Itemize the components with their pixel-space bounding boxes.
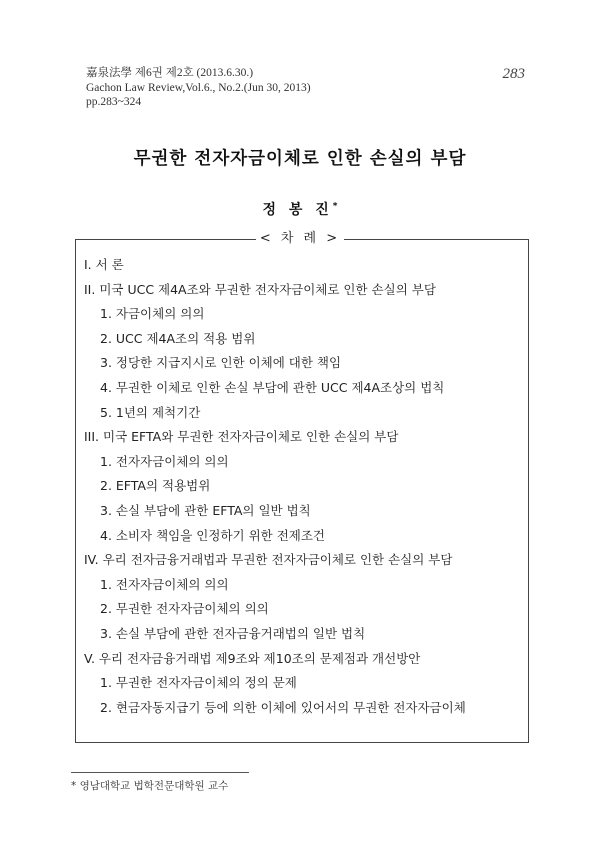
article-title: 무권한 전자자금이체로 인한 손실의 부담 — [133, 149, 467, 169]
toc-item: V. 우리 전자금융거래법 제9조와 제10조의 문제점과 개선방안 — [84, 650, 421, 666]
toc-item: 1. 자금이체의 의의 — [100, 306, 205, 322]
toc-item: 2. EFTA의 적용범위 — [100, 478, 211, 494]
journal-line-pages: pp.283~324 — [86, 96, 142, 108]
toc-item: IV. 우리 전자금융거래법과 무권한 전자자금이체로 인한 손실의 부담 — [84, 552, 453, 568]
toc-item: 4. 소비자 책임을 인정하기 위한 전제조건 — [100, 527, 325, 543]
toc-item: 2. 무권한 전자자금이체의 의의 — [100, 601, 269, 617]
toc-item: 1. 무권한 전자자금이체의 정의 문제 — [100, 675, 297, 691]
toc-heading — [0, 227, 600, 246]
page-number: 283 — [502, 66, 525, 82]
toc-item: 3. 손실 부담에 관한 전자금융거래법의 일반 법칙 — [100, 625, 366, 641]
toc-item: 5. 1년의 제척기간 — [100, 404, 201, 420]
journal-line-korean: 嘉泉法學 제6권 제2호 (2013.6.30.) — [86, 67, 254, 79]
journal-line-english: Gachon Law Review,Vol.6., No.2.(Jun 30, 2013) — [86, 81, 311, 94]
toc-item: 2. UCC 제4A조의 적용 범위 — [100, 330, 256, 346]
toc-item: II. 미국 UCC 제4A조와 무권한 전자자금이체로 인한 손실의 부담 — [84, 281, 436, 297]
toc-item: 3. 손실 부담에 관한 EFTA의 일반 법칙 — [100, 502, 311, 518]
author-footnote-mark: * — [332, 201, 338, 212]
footnote: * 영남대학교 법학전문대학원 교수 — [71, 780, 229, 792]
toc-item: I. 서 론 — [84, 257, 124, 272]
journal-info — [86, 66, 311, 110]
toc-item: 2. 현금자동지급기 등에 의한 이체에 있어서의 무권한 전자자금이체 — [100, 699, 466, 715]
author-name — [0, 199, 600, 219]
toc-item: 3. 정당한 지급지시로 인한 이체에 대한 책임 — [100, 355, 342, 371]
toc-item: 1. 전자자금이체의 의의 — [100, 453, 229, 469]
toc-heading-text: < 차 례 > — [256, 231, 344, 246]
footnote-divider — [71, 772, 249, 773]
author-name-text: 정 봉 진 — [262, 202, 333, 218]
toc-item: 1. 전자자금이체의 의의 — [100, 576, 229, 592]
toc-item: 4. 무권한 이체로 인한 손실 부담에 관한 UCC 제4A조상의 법칙 — [100, 379, 445, 395]
toc-list — [84, 253, 466, 720]
toc-item: III. 미국 EFTA와 무권한 전자자금이체로 인한 손실의 부담 — [84, 429, 399, 445]
